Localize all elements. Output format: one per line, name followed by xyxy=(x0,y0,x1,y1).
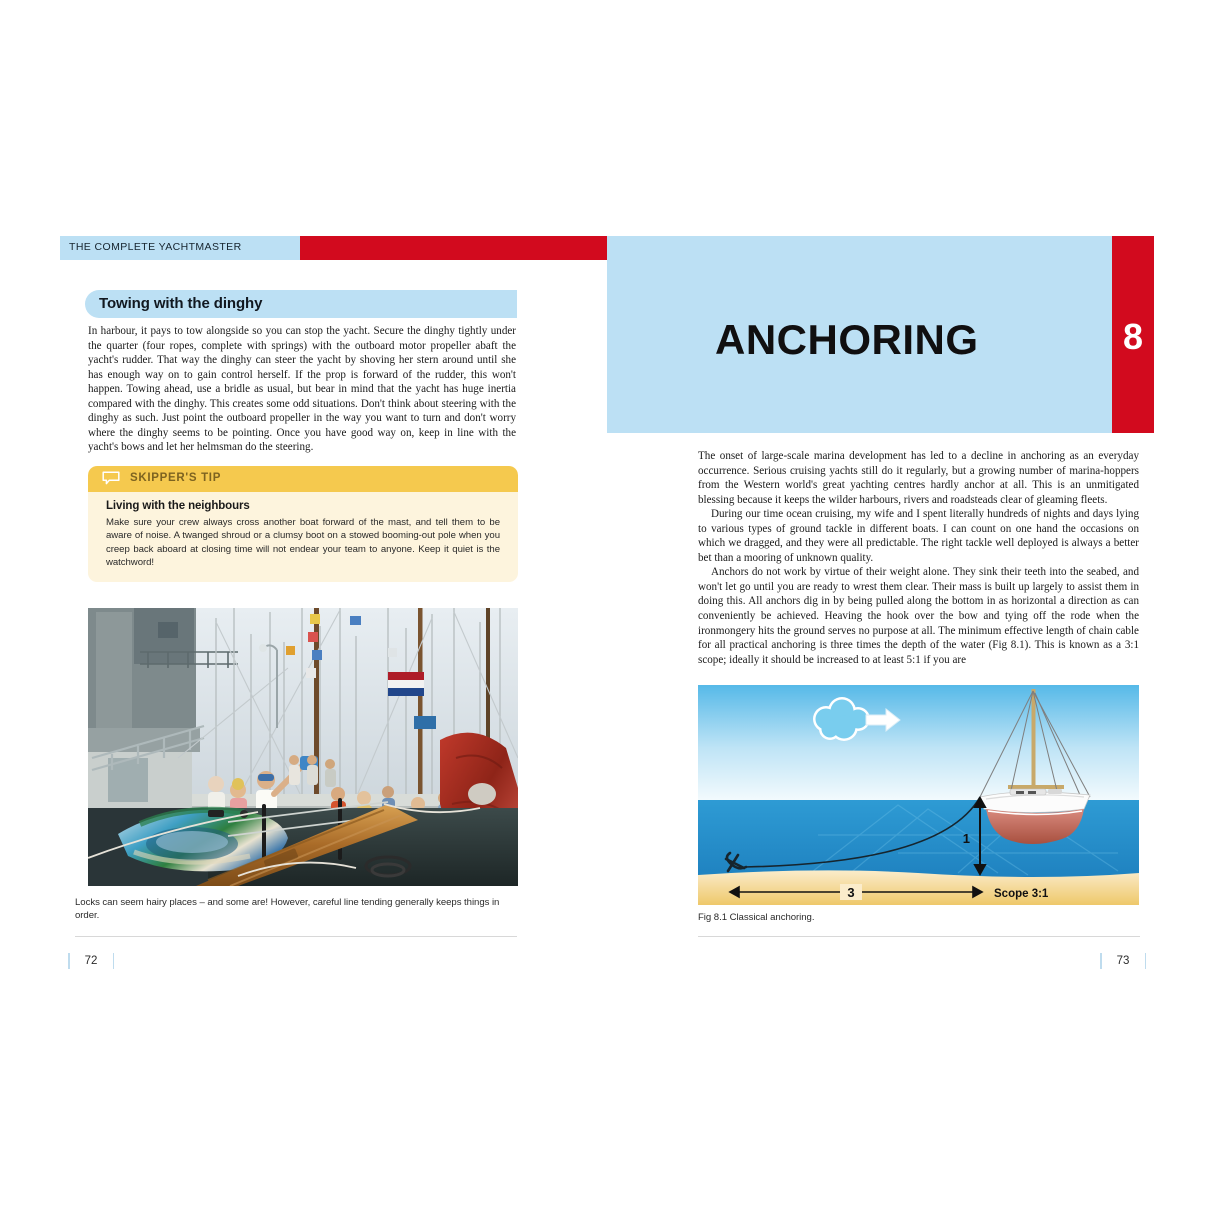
paragraph: Anchors do not work by virtue of their weight alone. They sink their teeth into the seabed, and won't let go until you are ready to wrest them clear. Their mass is built up largely to assist them in doing this. All anchors dig in by being pulled along the bottom in as horizontal a direction as can conveniently be achieved. Heaving the hook over the bow and tying off the rode when the ironmongery hits the ground serves no purpose at all. The minimum effective length of chain cable for all practical anchoring is three times the depth of the water (Fig 8.1). This is known as a 3:1 scope; ideally it should be increased to at least 5:1 if you are xyxy=(698,566,1139,666)
speech-bubble-icon xyxy=(102,471,120,485)
right-page xyxy=(607,236,1214,976)
chapter-number: 8 xyxy=(1122,316,1144,357)
scope-ratio-label: Scope 3:1 xyxy=(994,888,1049,900)
running-head-title: THE COMPLETE YACHTMASTER xyxy=(69,241,242,253)
chapter-title: ANCHORING xyxy=(715,316,979,363)
folio-tick-right xyxy=(113,953,115,969)
left-folio xyxy=(58,950,124,972)
scope-run-label: 3 xyxy=(847,885,855,900)
paragraph: During our time ocean cruising, my wife and I spent literally hundreds of nights and days lying to various types of ground tackle in different boats. I can count on one hand the occasions on which we dragged, and they were all predictable. The right tackle well deployed is always a better bet than a mooring of unknown quality. xyxy=(698,508,1139,564)
figure-caption: Fig 8.1 Classical anchoring. xyxy=(698,912,815,923)
folio-tick-left xyxy=(68,953,70,969)
left-footer-rule xyxy=(75,936,517,937)
left-page xyxy=(0,236,607,976)
running-head-bar xyxy=(60,236,300,260)
running-head-red-bar xyxy=(300,236,607,260)
paragraph: The onset of large-scale marina development has led to a decline in anchoring as an everyday occurrence. Serious cruising yachts still do it regularly, but a growing number of marina-hoppers from the Western world's great yachting centres hardly anchor at all. This is an unmitigated blessing because it keeps the wilder harbours, rivers and roadsteads clear of gleaming fleets. xyxy=(698,450,1139,506)
right-page-number: 73 xyxy=(1116,955,1130,967)
lock-photo xyxy=(88,608,518,886)
section-heading-text: Towing with the dinghy xyxy=(99,295,263,312)
folio-tick-left xyxy=(1100,953,1102,969)
left-body-text xyxy=(88,324,516,455)
photo-caption: Locks can seem hairy places – and some are! However, careful line tending generally keeps things in order. xyxy=(75,897,500,921)
skippers-tip-label: SKIPPER'S TIP xyxy=(130,472,222,484)
skippers-tip-body xyxy=(88,492,518,582)
anchoring-figure xyxy=(698,685,1139,905)
right-folio xyxy=(1090,950,1156,972)
right-body-text xyxy=(698,449,1139,667)
folio-tick-right xyxy=(1145,953,1147,969)
section-heading-bar xyxy=(85,290,517,318)
depth-label: 1 xyxy=(962,831,970,846)
right-footer-rule xyxy=(698,936,1140,937)
skippers-tip-subheading: Living with the neighbours xyxy=(106,500,250,512)
skippers-tip-header xyxy=(88,466,518,492)
skippers-tip-text: Make sure your crew always cross another boat forward of the mast, and tell them to be aware of noise. A twanged shroud or a clumsy boot on a stowed booming-out pole when you creep back aboard at closing time will not endear your team to anyone. Keep it quiet is the watchword! xyxy=(106,517,500,569)
paragraph: In harbour, it pays to tow alongside so you can stop the yacht. Secure the dinghy tightly under the quarter (four ropes, complete with springs) with the outboard motor propeller abaft the yacht's rudder. That way the dinghy can steer the yacht by shoving her stern around until she has enough way on to gain control herself. If the prop is forward of the rudder, this won't happen. Towing ahead, use a bridle as usual, but bear in mind that the yacht has huge inertia compared with the dinghy. This creates some odd situations. Don't think about steering with the dinghy as such. Just point the outboard propeller in the way you want to turn and don't worry where the dinghy seems to be pointing. Once you have good way on, keep in line with the yacht's bows and let her helmsman do the steering. xyxy=(88,325,516,454)
left-page-number: 72 xyxy=(84,955,98,967)
skippers-tip-box xyxy=(88,466,518,582)
